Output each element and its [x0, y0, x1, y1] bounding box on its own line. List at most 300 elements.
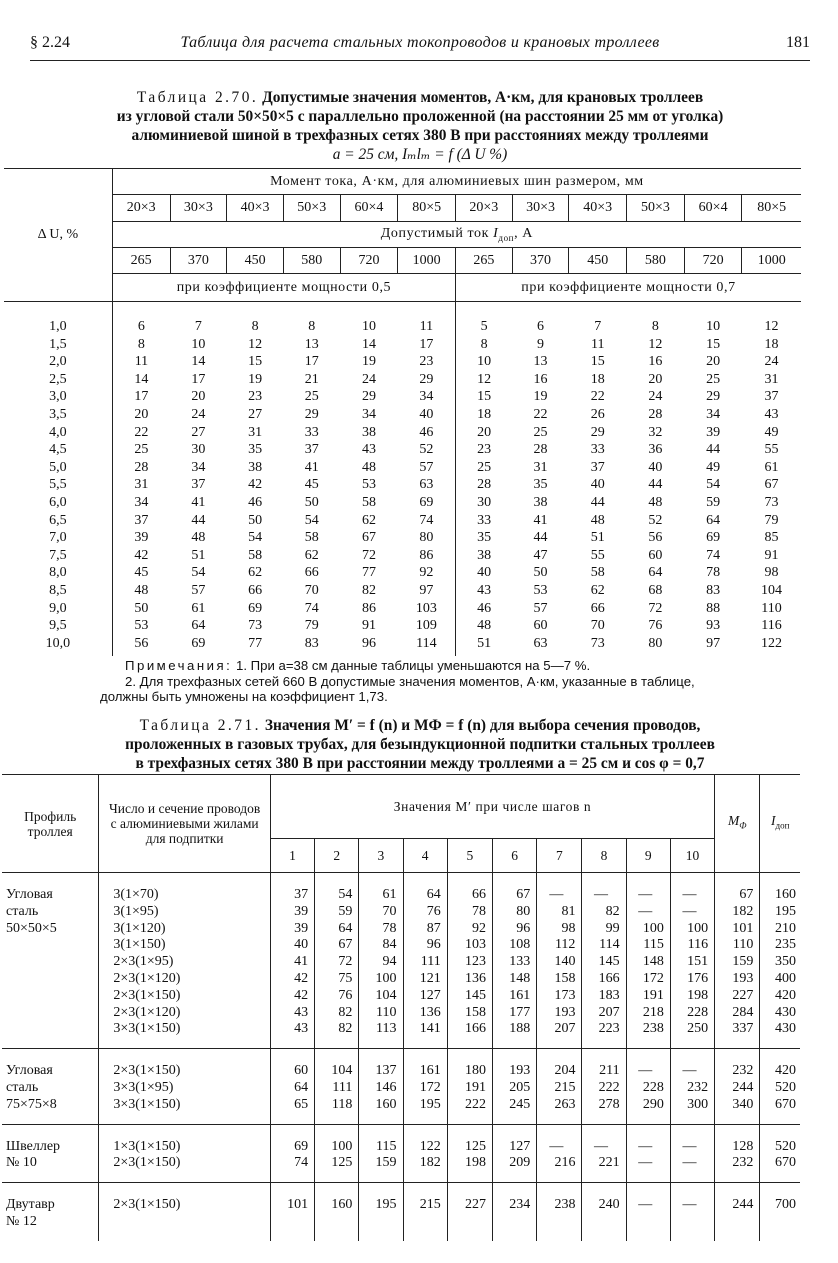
pf-header-07: при коэффициенте мощности 0,7	[456, 274, 802, 302]
m-prime-value: 37	[294, 887, 309, 902]
profile-line: Швеллер	[6, 1138, 61, 1154]
m-prime-value: 222	[598, 1079, 620, 1095]
m-prime-value: 227	[464, 1197, 486, 1213]
m-prime-column	[537, 1049, 582, 1124]
m-prime-value: —	[682, 1197, 697, 1213]
moment-value: 34	[134, 494, 149, 510]
moment-value: 48	[191, 530, 206, 546]
m-prime-column	[447, 1183, 492, 1241]
step-cell: 3	[359, 839, 403, 873]
moment-value: 63	[533, 635, 548, 651]
m-prime-value: 100	[687, 920, 709, 936]
m-prime-column	[626, 873, 670, 1049]
m-prime-column	[270, 1124, 314, 1183]
du-value: 3,5	[49, 406, 67, 422]
m-prime-value: 114	[599, 937, 620, 953]
m-prime-value: 67	[338, 937, 353, 953]
moment-value: 7	[594, 319, 602, 334]
m-prime-column	[403, 873, 447, 1049]
m-prime-value: 198	[464, 1155, 486, 1171]
idop-value: 420	[775, 987, 796, 1003]
profile-name	[2, 1124, 99, 1183]
du-value: 3,0	[49, 389, 67, 405]
idop-value: 235	[775, 937, 796, 953]
moment-value: 35	[248, 442, 263, 458]
m-prime-value: 127	[509, 1138, 531, 1154]
moment-value: 37	[764, 389, 779, 405]
idop-value: 670	[775, 1096, 796, 1112]
m-prime-value: 82	[338, 1021, 353, 1037]
moment-value: 52	[648, 512, 663, 528]
m-prime-value: —	[638, 1138, 653, 1154]
moment-value: 21	[304, 371, 319, 387]
m-prime-value: 238	[554, 1197, 576, 1213]
moment-column	[227, 302, 284, 657]
m-prime-value: 67	[516, 887, 531, 902]
moment-value: 66	[590, 600, 605, 616]
moment-column	[627, 302, 685, 657]
moment-value: 54	[304, 512, 319, 528]
moment-value: 11	[590, 336, 605, 352]
m-prime-column	[447, 1049, 492, 1124]
moment-value: 10	[361, 319, 376, 334]
moment-value: 7	[194, 319, 202, 334]
conductor-selection-table	[2, 774, 800, 1241]
current-cell: 720	[340, 248, 398, 274]
moment-value: 15	[706, 336, 721, 352]
m-prime-value: 101	[287, 1197, 309, 1213]
moment-value: 49	[706, 459, 721, 475]
m-prime-column	[315, 1183, 359, 1241]
du-value: 5,5	[49, 477, 67, 493]
m-prime-value: 43	[294, 1021, 309, 1037]
moment-value: 43	[477, 582, 492, 598]
m-prime-column	[492, 873, 536, 1049]
moment-value: 88	[706, 600, 721, 616]
profile-name	[2, 873, 99, 1049]
moment-value: 48	[361, 459, 376, 475]
size-cell: 30×3	[170, 195, 227, 222]
moment-value: 19	[361, 354, 376, 370]
moment-value: 62	[304, 547, 319, 563]
moment-value: 27	[248, 406, 263, 422]
m-prime-column	[582, 1049, 626, 1124]
m-prime-column	[537, 1183, 582, 1241]
moment-value: 56	[134, 635, 149, 651]
moment-value: 38	[361, 424, 376, 440]
moment-value: 19	[248, 371, 263, 387]
moment-value: 56	[648, 530, 663, 546]
moment-value: 77	[248, 635, 263, 651]
moment-value: 40	[590, 477, 605, 493]
moment-value: 78	[706, 565, 721, 581]
m-prime-value: 103	[464, 937, 486, 953]
m-prime-value: 140	[554, 954, 576, 970]
du-value: 8,5	[49, 582, 67, 598]
moment-value: 11	[134, 354, 149, 370]
moment-value: 24	[361, 371, 376, 387]
moment-value: 29	[590, 424, 605, 440]
caption-line: в трехфазных сетях 380 В при расстоянии между троллеями a = 25 см и cos φ = 0,7	[135, 755, 705, 772]
mf-value: 337	[732, 1021, 754, 1037]
moment-value: 57	[533, 600, 548, 616]
moment-value: 20	[477, 424, 492, 440]
current-cell: 580	[627, 248, 685, 274]
moment-value: 20	[191, 389, 206, 405]
moment-value: 122	[760, 635, 782, 651]
wires-header: Число и сечение проводов с алюминиевыми жилами для подпитки	[99, 775, 271, 873]
m-prime-value: 54	[338, 887, 353, 902]
moment-value: 24	[191, 406, 206, 422]
moment-value: 8	[480, 336, 488, 352]
moment-value: 59	[706, 494, 721, 510]
moment-value: 15	[477, 389, 492, 405]
m-prime-column	[492, 1124, 536, 1183]
table-label: Таблица 2.71.	[139, 717, 261, 734]
step-cell: 10	[670, 839, 714, 873]
moment-value: 53	[533, 582, 548, 598]
moment-value: 92	[419, 565, 434, 581]
m-prime-value: —	[638, 1063, 653, 1079]
note-2-cont: должны быть умножены на коэффициент 1,73.	[100, 689, 388, 704]
du-value: 10,0	[45, 635, 71, 651]
m-prime-value: 207	[598, 1004, 620, 1020]
m-prime-column	[403, 1049, 447, 1124]
moment-value: 76	[648, 618, 663, 634]
moment-value: 26	[590, 406, 605, 422]
group-header: Момент тока, А·км, для алюминиевых шин размером, мм	[112, 169, 801, 195]
moment-value: 30	[477, 494, 492, 510]
moment-value: 80	[419, 530, 434, 546]
m-prime-value: 66	[471, 887, 486, 902]
moment-value: 10	[191, 336, 206, 352]
moment-value: 31	[764, 371, 779, 387]
moment-value: 6	[537, 319, 545, 334]
m-prime-value: 160	[375, 1096, 397, 1112]
m-prime-value: 160	[331, 1197, 353, 1213]
m-prime-value: 228	[687, 1004, 709, 1020]
m-prime-value: 61	[382, 887, 397, 902]
m-prime-value: —	[682, 887, 697, 902]
moment-value: 12	[764, 319, 779, 334]
m-prime-value: 218	[642, 1004, 664, 1020]
m-prime-column	[626, 1049, 670, 1124]
m-prime-value: 161	[419, 1063, 441, 1079]
moment-value: 12	[248, 336, 263, 352]
wires-list	[99, 1124, 271, 1183]
m-prime-value: —	[638, 903, 653, 919]
m-prime-value: 176	[687, 970, 709, 986]
m-prime-column	[359, 1049, 403, 1124]
running-header	[30, 34, 810, 58]
m-prime-value: 278	[598, 1096, 620, 1112]
m-prime-value: 151	[687, 954, 709, 970]
step-cell: 8	[582, 839, 626, 873]
moment-value: 46	[248, 494, 263, 510]
moment-value: 43	[361, 442, 376, 458]
moment-value: 18	[477, 406, 492, 422]
wire-spec: 3(1×150)	[113, 937, 166, 953]
m-prime-value: —	[638, 887, 653, 902]
m-prime-column	[537, 873, 582, 1049]
section-number: § 2.24	[30, 34, 70, 51]
m-prime-value: 72	[338, 954, 353, 970]
moment-value: 77	[361, 565, 376, 581]
profile-name	[2, 1183, 99, 1241]
m-prime-value: 211	[599, 1063, 620, 1079]
moment-value: 36	[648, 442, 663, 458]
du-value: 7,5	[49, 547, 67, 563]
m-prime-value: 215	[419, 1197, 441, 1213]
m-prime-value: 43	[294, 1004, 309, 1020]
wire-spec: 3×3(1×150)	[113, 1021, 181, 1037]
m-prime-value: —	[549, 1138, 564, 1154]
moment-value: 83	[304, 635, 319, 651]
moment-value: 25	[533, 424, 548, 440]
moment-value: 20	[648, 371, 663, 387]
profile-line: сталь	[6, 1079, 39, 1095]
moment-column	[170, 302, 227, 657]
m-prime-value: 193	[509, 1063, 531, 1079]
m-prime-value: 42	[294, 987, 309, 1003]
mf-column	[715, 1124, 760, 1183]
size-cell: 50×3	[627, 195, 685, 222]
m-prime-column	[270, 1049, 314, 1124]
moment-value: 20	[134, 406, 149, 422]
current-cell: 265	[456, 248, 513, 274]
table-label: Таблица 2.70.	[136, 89, 259, 106]
moment-value: 30	[191, 442, 206, 458]
size-cell: 80×5	[742, 195, 801, 222]
m-prime-value: 183	[598, 987, 620, 1003]
m-prime-value: 104	[375, 987, 397, 1003]
du-value: 7,0	[49, 530, 67, 546]
m-prime-value: 158	[464, 1004, 486, 1020]
m-prime-value: 65	[294, 1096, 309, 1112]
m-prime-value: 221	[598, 1155, 620, 1171]
caption-line: из угловой стали 50×50×5 с параллельно проложенной (на расстоянии 25 мм от уголка)	[116, 108, 724, 125]
moment-value: 8	[308, 319, 316, 334]
moment-column	[684, 302, 742, 657]
moment-value: 15	[248, 354, 263, 370]
wire-spec: 2×3(1×120)	[113, 1004, 181, 1020]
moment-value: 31	[134, 477, 149, 493]
idop-value: 670	[775, 1155, 796, 1171]
moment-value: 34	[191, 459, 206, 475]
size-cell: 30×3	[512, 195, 569, 222]
moment-value: 49	[764, 424, 779, 440]
m-prime-value: 59	[338, 903, 353, 919]
moment-value: 29	[706, 389, 721, 405]
moment-value: 34	[706, 406, 721, 422]
moment-value: 34	[419, 389, 434, 405]
m-prime-column	[670, 873, 714, 1049]
m-prime-column	[359, 873, 403, 1049]
moment-column	[569, 302, 627, 657]
moment-value: 48	[590, 512, 605, 528]
moment-value: 91	[764, 547, 779, 563]
moment-value: 67	[361, 530, 376, 546]
m-prime-value: 161	[509, 987, 531, 1003]
moment-value: 85	[764, 530, 779, 546]
m-prime-value: 204	[554, 1063, 576, 1079]
moment-value: 8	[137, 336, 145, 352]
moment-value: 32	[648, 424, 663, 440]
m-prime-value: 110	[376, 1004, 397, 1020]
moment-value: 44	[648, 477, 663, 493]
moment-value: 29	[304, 406, 319, 422]
moment-value: 12	[477, 371, 492, 387]
mf-value: 232	[732, 1063, 754, 1079]
current-cell: 1000	[398, 248, 456, 274]
m-prime-column	[582, 1183, 626, 1241]
m-prime-value: 209	[509, 1155, 531, 1171]
mf-value: 244	[732, 1197, 754, 1213]
size-cell: 20×3	[456, 195, 513, 222]
current-cell: 450	[569, 248, 627, 274]
idop-value: 400	[775, 970, 796, 986]
moment-value: 44	[533, 530, 548, 546]
profile-line: Двутавр	[6, 1197, 55, 1213]
moment-value: 37	[304, 442, 319, 458]
moment-value: 48	[134, 582, 149, 598]
idop-header: $I_{доп}$	[760, 775, 800, 873]
moment-value: 33	[304, 424, 319, 440]
moment-value: 57	[191, 582, 206, 598]
moment-value: 18	[764, 336, 779, 352]
m-prime-column	[359, 1124, 403, 1183]
moment-value: 20	[706, 354, 721, 370]
m-prime-value: 96	[516, 920, 531, 936]
moment-value: 44	[706, 442, 721, 458]
size-cell: 20×3	[112, 195, 170, 222]
moment-value: 41	[191, 494, 206, 510]
size-cell: 60×4	[340, 195, 398, 222]
m-prime-value: 116	[687, 937, 709, 953]
m-prime-value: 100	[375, 970, 397, 986]
m-prime-value: 82	[338, 1004, 353, 1020]
moment-value: 58	[248, 547, 263, 563]
wire-spec: 2×3(1×95)	[113, 954, 174, 970]
current-cell: 370	[170, 248, 227, 274]
m-prime-value: 84	[382, 937, 397, 953]
moment-value: 24	[648, 389, 663, 405]
mf-value: 159	[732, 954, 754, 970]
moment-value: 80	[648, 635, 663, 651]
moment-value: 60	[533, 618, 548, 634]
moment-value: 55	[764, 442, 779, 458]
moment-column	[283, 302, 340, 657]
caption-formula: a = 25 см, Iₘlₘ = f (Δ U %)	[332, 146, 508, 163]
mf-value: 128	[732, 1138, 754, 1154]
moment-value: 46	[477, 600, 492, 616]
moment-value: 19	[533, 389, 548, 405]
m-prime-value: 39	[294, 920, 309, 936]
page-number: 181	[786, 34, 810, 51]
m-prime-column	[403, 1183, 447, 1241]
moment-value: 46	[419, 424, 434, 440]
header-rule	[30, 60, 810, 61]
moment-value: 41	[533, 512, 548, 528]
du-value: 1,0	[49, 319, 67, 334]
moment-value: 73	[248, 618, 263, 634]
moment-column	[512, 302, 569, 657]
sizes-row	[4, 195, 801, 222]
m-prime-value: 74	[294, 1155, 309, 1171]
moment-value: 28	[477, 477, 492, 493]
m-prime-value: 123	[464, 954, 486, 970]
moment-value: 22	[533, 406, 548, 422]
wire-spec: 2×3(1×120)	[113, 970, 181, 986]
moment-value: 69	[248, 600, 263, 616]
size-cell: 40×3	[569, 195, 627, 222]
m-prime-column	[315, 873, 359, 1049]
du-value: 2,0	[49, 354, 67, 370]
moment-value: 31	[248, 424, 263, 440]
moment-value: 9	[537, 336, 545, 352]
moment-column	[112, 302, 170, 657]
wires-list	[99, 873, 271, 1049]
m-prime-value: 148	[642, 954, 664, 970]
moment-value: 47	[533, 547, 548, 563]
moment-value: 70	[304, 582, 319, 598]
m-prime-value: 64	[338, 920, 353, 936]
m-prime-column	[670, 1049, 714, 1124]
moment-value: 10	[477, 354, 492, 370]
m-prime-value: 158	[554, 970, 576, 986]
m-prime-value: —	[682, 903, 697, 919]
mf-column	[715, 1183, 760, 1241]
moment-value: 13	[533, 354, 548, 370]
moment-value: 23	[248, 389, 263, 405]
m-prime-value: 205	[509, 1079, 531, 1095]
moment-value: 23	[477, 442, 492, 458]
m-prime-value: 141	[419, 1021, 441, 1037]
m-prime-value: 240	[598, 1197, 620, 1213]
moment-value: 51	[477, 635, 492, 651]
moment-value: 23	[419, 354, 434, 370]
moment-value: 45	[304, 477, 319, 493]
moment-value: 40	[419, 406, 434, 422]
profile-group-row	[2, 1124, 800, 1183]
m-prime-value: 290	[642, 1096, 664, 1112]
size-cell: 60×4	[684, 195, 742, 222]
moment-value: 35	[477, 530, 492, 546]
current-header: Допустимый ток $I_{доп}$, А	[112, 222, 801, 248]
moment-value: 72	[361, 547, 376, 563]
m-prime-column	[582, 873, 626, 1049]
du-column	[4, 302, 112, 657]
size-cell: 40×3	[227, 195, 284, 222]
m-prime-value: 177	[509, 1004, 531, 1020]
step-cell: 7	[537, 839, 582, 873]
m-prime-column	[270, 1183, 314, 1241]
m-prime-value: —	[638, 1197, 653, 1213]
m-prime-value: 113	[376, 1021, 397, 1037]
m-prime-value: 193	[554, 1004, 576, 1020]
size-cell: 80×5	[398, 195, 456, 222]
m-prime-value: 188	[509, 1021, 531, 1037]
profile-line: № 10	[6, 1155, 37, 1171]
moment-value: 17	[134, 389, 149, 405]
moment-value: 28	[533, 442, 548, 458]
mf-column	[715, 1049, 760, 1124]
moment-value: 25	[706, 371, 721, 387]
moment-value: 40	[648, 459, 663, 475]
moment-value: 38	[248, 459, 263, 475]
moment-value: 37	[134, 512, 149, 528]
moment-value: 31	[533, 459, 548, 475]
